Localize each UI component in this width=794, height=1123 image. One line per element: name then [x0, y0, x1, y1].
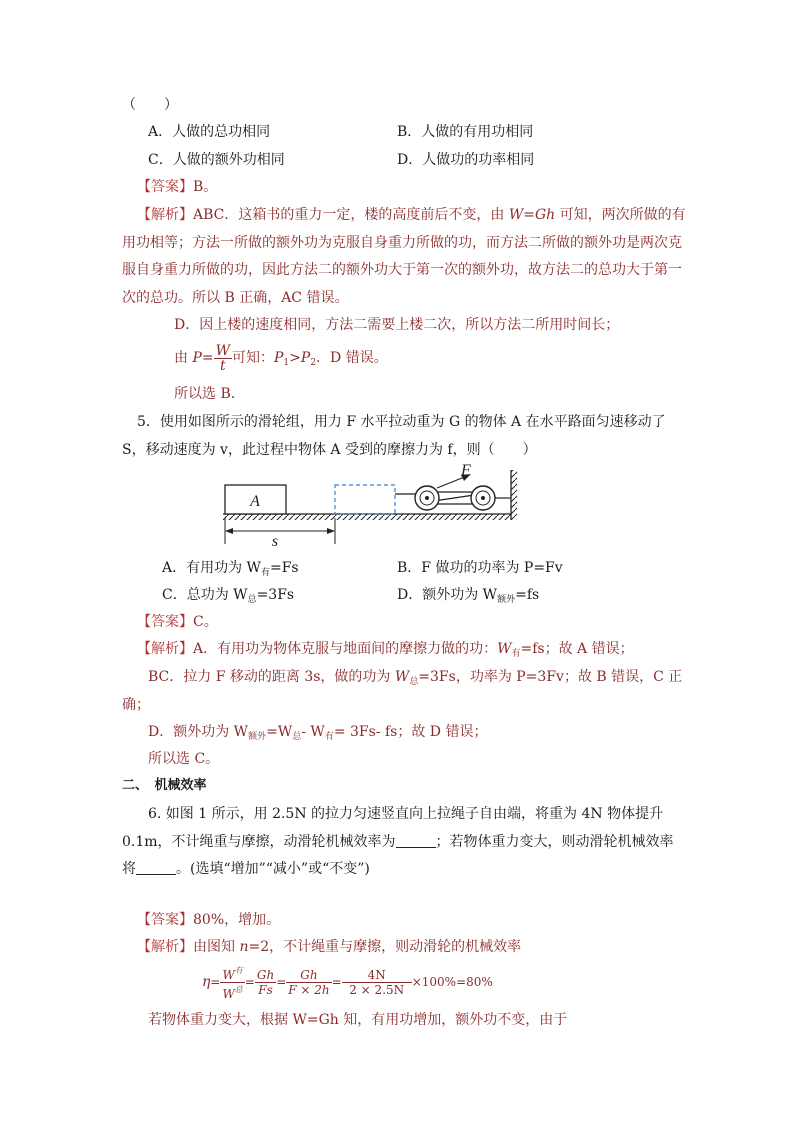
answer-tag: 【答案】 — [137, 614, 193, 630]
fraction-denominator: F × 2h — [288, 983, 330, 997]
formula: W — [222, 987, 235, 1001]
q4-option-b: B．人做的有用功相同 — [397, 124, 534, 140]
q5-analysis-line-3: 确； — [122, 697, 150, 713]
superscript: 有 — [234, 966, 243, 975]
analysis-tag: 【解析】 — [137, 641, 193, 657]
analysis-text: ．D 错误。 — [316, 350, 388, 366]
q5-analysis-line-5: 所以选 C。 — [148, 751, 220, 767]
fraction-numerator: Gh — [256, 968, 275, 982]
superscript: 总 — [234, 985, 243, 994]
q4-analysis-line-1 — [137, 205, 686, 225]
analysis-text: =3Fs，功率为 P=3Fv；故 B 错误，C 正 — [418, 669, 683, 685]
q4-option-c: C．人做的额外功相同 — [148, 152, 285, 168]
formula: P — [300, 350, 311, 366]
q5-stem-line-2: S，移动速度为 v，此过程中物体 A 受到的摩擦力为 f，则（ ） — [122, 442, 537, 458]
formula: P — [274, 350, 284, 366]
q4-analysis-line-3: 服自身重力所做的功，因此方法二的额外功大于第一次的额外功，故方法二的总功大于第一 — [122, 262, 682, 278]
fraction-denominator: 2 × 2.5N — [349, 983, 405, 997]
ground-hatch — [223, 514, 511, 520]
answer-value: B。 — [193, 179, 218, 195]
answer-blank — [396, 833, 436, 848]
formula: P — [192, 350, 202, 366]
distance-label: s — [271, 533, 279, 548]
subscript: 总 — [409, 677, 419, 687]
fraction — [255, 968, 276, 997]
fraction-denominator: Fs — [258, 983, 273, 997]
force-label: F — [461, 462, 471, 479]
wall-hatch — [511, 470, 517, 520]
formula: > — [289, 350, 301, 366]
analysis-tag: 【解析】 — [137, 939, 193, 955]
q4-analysis-line-4: 次的总功。所以 B 正确，AC 错误。 — [122, 290, 349, 306]
subscript: 2 — [310, 358, 317, 368]
q4-analysis-line-2: 用功相等；方法一所做的额外功为克服自身重力所做的功，而方法二所做的额外功是两次克 — [122, 235, 682, 251]
subscript: 额外 — [248, 732, 267, 742]
formula: = — [210, 975, 221, 989]
formula: W — [222, 968, 235, 982]
q5-option-b: B．F 做功的功率为 P=Fv — [397, 560, 563, 576]
q6-answer — [137, 910, 280, 930]
analysis-tag: 【解析】 — [137, 207, 193, 223]
stem-text: 将 — [122, 861, 136, 877]
option-text: D．额外功为 W — [397, 587, 498, 603]
q4-analysis-line-5: D．因上楼的速度相同，方法二需要上楼二次，所以方法二所用时间长； — [174, 317, 620, 333]
analysis-text: ABC．这箱书的重力一定，楼的高度前后不变，由 — [193, 207, 509, 223]
q6-stem-line-1: 6. 如图 1 所示，用 2.5N 的拉力匀速竖直向上拉绳子自由端，将重为 4N 物体提升 — [148, 806, 664, 822]
pulley-figure — [215, 462, 525, 548]
subscript: 总 — [247, 595, 257, 605]
arrow-head — [225, 528, 233, 534]
question-paren: （ ） — [122, 97, 178, 113]
efficiency-formula — [202, 962, 493, 1002]
q5-stem-line-1: 5．使用如图所示的滑轮组，用力 F 水平拉动重为 G 的物体 A 在水平路面匀速移动了 — [137, 414, 666, 430]
formula: n — [239, 939, 249, 955]
option-text: A．有用功为 W — [162, 560, 261, 576]
fraction — [286, 968, 331, 997]
subscript: 有 — [511, 649, 521, 659]
subscript: 额外 — [497, 595, 516, 605]
analysis-text: BC．拉力 F 移动的距离 3s，做的功为 — [148, 669, 395, 685]
analysis-text: =fs；故 A 错误； — [520, 641, 634, 657]
formula: W — [497, 641, 512, 657]
answer-blank — [136, 860, 176, 875]
stem-text: 。(选填“增加”“减小”或“不变”) — [176, 861, 370, 877]
analysis-text: 可知： — [232, 350, 274, 366]
q6-stem-line-2 — [122, 832, 674, 852]
q4-answer — [137, 177, 217, 197]
fraction-numerator — [220, 964, 244, 983]
fraction-denominator — [220, 983, 244, 1001]
pulley-axle — [481, 496, 485, 500]
fraction-denominator: t — [219, 357, 226, 374]
q6-stem-line-3 — [122, 859, 370, 879]
answer-value: 80%，增加。 — [193, 912, 281, 928]
formula-result: ×100%=80% — [411, 975, 493, 989]
option-text: =fs — [515, 587, 540, 603]
analysis-text: 可知，两次所做的有 — [555, 207, 686, 223]
q4-analysis-line-7: 所以选 B． — [174, 386, 245, 402]
subscript: 有 — [260, 568, 270, 578]
analysis-text: = 3Fs- fs；故 D 错误； — [333, 724, 488, 740]
q4-analysis-line-6 — [174, 343, 388, 378]
subscript: 有 — [324, 732, 334, 742]
formula: = — [276, 975, 287, 989]
formula: W=Gh — [508, 207, 556, 223]
block-final-position — [335, 485, 395, 514]
block-a-label: A — [250, 493, 260, 510]
fraction — [214, 344, 232, 373]
q4-option-a: A．人做的总功相同 — [148, 124, 271, 140]
formula: W — [394, 669, 410, 685]
fraction-numerator: Gh — [286, 968, 331, 983]
stem-text: ；若物体重力变大，则动滑轮机械效率 — [435, 834, 674, 850]
answer-value: C。 — [193, 614, 218, 630]
q5-analysis-line-2 — [148, 667, 682, 692]
answer-tag: 【答案】 — [137, 179, 193, 195]
fraction-numerator: 4N — [342, 968, 412, 983]
analysis-text: D．额外功为 W — [148, 724, 249, 740]
analysis-text: A．有用功为物体克服与地面间的摩擦力做的功： — [193, 641, 498, 657]
subscript: 1 — [283, 358, 290, 368]
q6-analysis-line-1 — [137, 937, 521, 957]
q5-answer — [137, 612, 218, 632]
formula: = — [201, 350, 214, 366]
arrow-head — [327, 528, 335, 534]
subscript: 总 — [292, 732, 302, 742]
formula: = — [244, 975, 255, 989]
analysis-text: - W — [301, 724, 325, 740]
q5-analysis-line-1 — [137, 639, 634, 664]
option-text: =3Fs — [256, 587, 295, 603]
q5-option-d — [397, 585, 539, 610]
stem-text: 0.1m，不计绳重与摩擦，动滑轮机械效率为 — [122, 834, 396, 850]
option-text: C．总功为 W — [162, 587, 248, 603]
fraction — [220, 964, 244, 1001]
option-text: =Fs — [269, 560, 299, 576]
analysis-text: =2，不计绳重与摩擦，则动滑轮的机械效率 — [248, 939, 522, 955]
section-heading: 二、 机械效率 — [122, 778, 207, 793]
q5-analysis-line-4 — [148, 722, 488, 747]
fraction — [342, 968, 412, 997]
answer-tag: 【答案】 — [137, 912, 193, 928]
fraction-numerator: W — [215, 342, 230, 359]
q6-analysis-line-2: 若物体重力变大，根据 W=Gh 知，有用功增加，额外功不变，由于 — [148, 1012, 568, 1028]
analysis-text: 由 — [174, 350, 193, 366]
analysis-text: 由图知 — [193, 939, 240, 955]
formula: = — [331, 975, 342, 989]
q4-option-d: D．人做功的功率相同 — [397, 152, 535, 168]
formula: η — [202, 974, 211, 990]
analysis-text: =W — [266, 724, 293, 740]
pulley-axle — [425, 496, 429, 500]
q5-option-a — [162, 558, 299, 583]
q5-option-c — [162, 585, 294, 610]
